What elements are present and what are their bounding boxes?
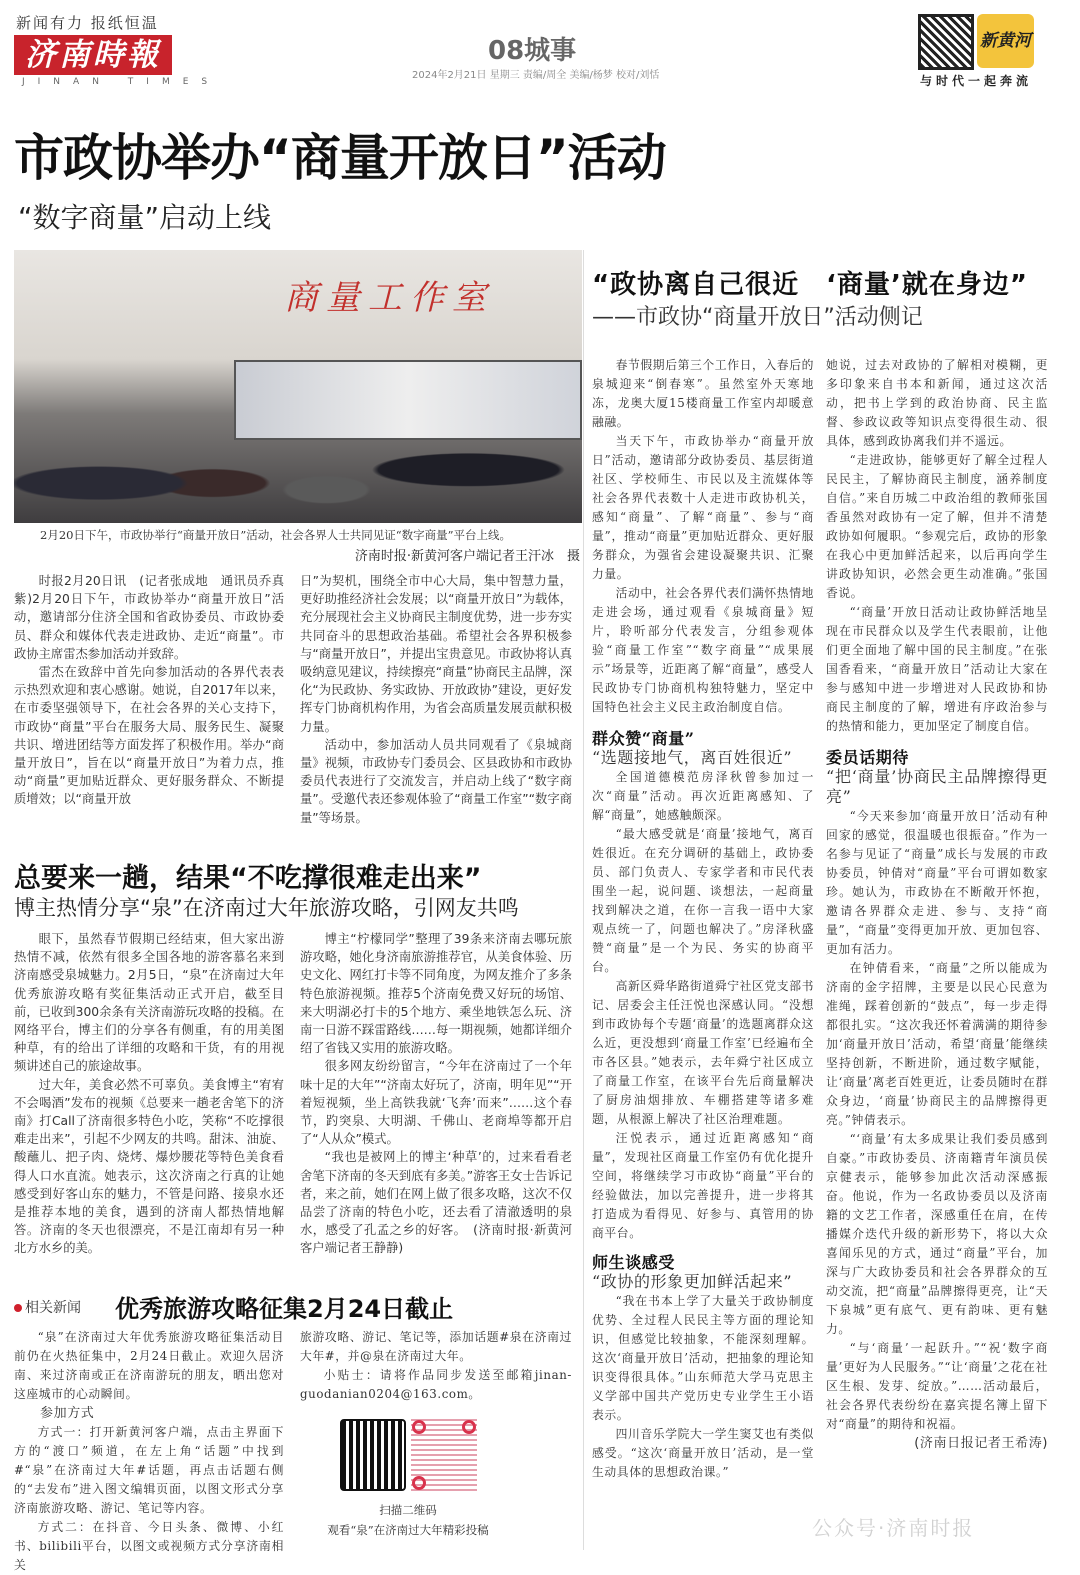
travel-story-col2	[300, 930, 572, 1258]
paragraph: 四川音乐学院大一学生窦艾也有类似感受。“这次‘商量开放日’活动，是一堂生动具体的思想政治课。”	[592, 1427, 814, 1479]
side-col1	[592, 356, 814, 1482]
qr-finder-icon	[462, 1420, 476, 1434]
related-headline: 优秀旅游攻略征集2月24日截止	[115, 1295, 454, 1323]
bullet-dot-icon	[14, 1304, 22, 1312]
partner-logo: 新黄河	[977, 14, 1034, 68]
paragraph: “走进政协，能够更好了解全过程人民民主，了解协商民主制度，涵养制度自信。”来自历城二中政治组的教师张国香虽然对政协有一定了解，但并不清楚政协如何履职。“参观完后，政协的形象在我心中更加鲜活起来，以后再向学生讲政协知识，必然会更生动准确。”张国香说。	[826, 453, 1048, 600]
main-story-col1	[14, 572, 284, 809]
news-photo	[14, 250, 582, 523]
main-subhead: “数字商量”启动上线	[18, 201, 272, 234]
paragraph: 汪悦表示，通过近距离感知“商量”，发现社区商量工作室仍有优化提升空间，将继续学习市政协“商量”平台的经验做法，加以完善提升，进一步将其打造成为看得见、好参与、真管用的协商平台。	[592, 1131, 814, 1240]
qr-caption-line1: 扫描二维码	[379, 1503, 437, 1517]
partner-slogan: 与时代一起奔流	[920, 74, 1033, 88]
paragraph: 她说，过去对政协的了解相对模糊，更多印象来自书本和新闻，通过这次活动，把书上学到的政治协商、民主监督、参政议政等知识点变得很生动、很具体，感到政协离我们并不遥远。	[826, 358, 1048, 448]
travel-story-col1	[14, 930, 284, 1258]
photo-wall-text: 商量工作室	[284, 278, 494, 318]
photo-people	[14, 390, 582, 523]
section-heading: 群众赞“商量”	[592, 729, 695, 748]
watermark: 公众号·济南时报	[812, 1516, 975, 1540]
section-subheading: “选题接地气，离百姓很近”	[592, 748, 793, 767]
travel-headline: 总要来一趟，结果“不吃撑很难走出来”	[14, 863, 482, 894]
section-subheading: “政协的形象更加鲜活起来”	[592, 1272, 793, 1291]
side-title: “政协离自己很近 ‘商量’就在身边”	[592, 270, 1028, 300]
paragraph: 日”为契机，围绕全市中心大局，集中智慧力量，更好助推经济社会发展；以“商量开放日”为载体，充分展现社会主义协商民主制度优势，进一步夯实共同奋斗的思想政治基础。希望社会各界积极参与“商量开放日”，并提出宝贵意见。市政协将认真吸纳意见建议，持续擦亮“商量”协商民主品牌，深化“为民政协、务实政协、开放政协”建设，更好发挥专门协商机构作用，为省会高质量发展贡献积极力量。	[300, 574, 572, 734]
paragraph: “我也是被网上的博主‘种草’的，过来看看老舍笔下济南的冬天到底有多美。”游客王女士告诉记者，来之前，她们在网上做了很多攻略，这次不仅品尝了济南的特色小吃，还去看了清澈透明的泉水，感受了孔孟之乡的好客。 (济南时报·新黄河客户端记者王静静)	[300, 1150, 572, 1256]
qr-finder-icon	[412, 1476, 426, 1490]
tip-paragraph: 小贴士：请将作品同步发送至邮箱jinan-guodanian0204@163.com。	[300, 1368, 572, 1401]
paragraph: 高新区舜华路街道舜宁社区党支部书记、居委会主任汪悦也深感认同。“没想到市政协每个专题‘商量’的选题离群众这么近，更没想到‘商量工作室’已经遍布全市各区县。”她表示，去年舜宁社区成立了商量工作室，在该平台先后商量解决了厨房油烟排放、车棚搭建等诸多难题，从根源上解决了社区治理难题。	[592, 979, 814, 1126]
masthead-slogan: 新闻有力 报纸恒温	[16, 14, 159, 32]
dateline: 2024年2月21日 星期三 责编/周全 美编/杨梦 校对/刘恬	[412, 70, 660, 81]
paragraph: 方式一：打开新黄河客户端，点击主界面下方的“渡口”频道，在左上角“话题”中找到#“泉”在济南过大年#话题，再点击话题右侧的“去发布”进入图文编辑页面，以图文形式分享济南旅游攻略、游记、笔记等内容。	[14, 1425, 284, 1515]
main-story-col2	[300, 572, 572, 827]
paragraph: 方式二：在抖音、今日头条、微博、小红书、bilibili平台，以图文或视频方式分享济南相关	[14, 1520, 284, 1572]
main-headline: 市政协举办“商量开放日”活动	[14, 129, 666, 187]
paragraph: “‘商量’有太多成果让我们委员感到自豪。”市政协委员、济南籍青年演员侯京健表示，能够参加此次活动深感振奋。他说，作为一名政协委员以及济南籍的文艺工作者，深感重任在肩，在传播媒介迭代升级的新形势下，将以大众喜闻乐见的方式，通过“商量”平台，加深与广大政协委员和社会各界群众的互动交流，把“商量”品牌擦得更亮，让“天下泉城”更有底气、更有韵味、更有魅力。	[826, 1132, 1048, 1336]
related-news-tag	[14, 1297, 81, 1317]
page-label: 08城事	[488, 36, 577, 66]
travel-subhead: 博主热情分享“泉”在济南过大年旅游攻略，引网友共鸣	[14, 896, 519, 920]
side-subtitle: ——市政协“商量开放日”活动侧记	[592, 305, 923, 330]
paragraph: 雷杰在致辞中首先向参加活动的各界代表表示热烈欢迎和衷心感谢。她说，自2017年以来，在市委坚强领导下，在社会各界的关心支持下，市政协“商量”平台在服务大局、服务民生、凝聚共识、增进团结等方面发挥了积极作用。举办“商量开放日”，旨在以“商量开放日”为着力点，推动“商量”更加贴近群众、更好服务群众、不断提质增效；以“商量开放	[14, 665, 284, 807]
paragraph: 在钟倩看来，“商量”之所以能成为济南的金字招牌，主要是以民心民意为准绳，踩着创新的“鼓点”，每一步走得都很扎实。“这次我还怀着满满的期待参加‘商量开放日’活动，希望‘商量’能继续坚持创新，不断进阶，通过数字赋能，让‘商量’离老百姓更近，让委员随时在群众身边，‘商量’协商民主的品牌擦得更亮。”钟倩表示。	[826, 961, 1048, 1127]
related-tag-label: 相关新闻	[25, 1300, 81, 1316]
qr-code-icon[interactable]	[340, 1419, 406, 1491]
qr-caption-line2: 观看“泉”在济南过大年精彩投稿	[327, 1523, 489, 1537]
paragraph: 时报2月20日讯 (记者张成地 通讯员乔真紫)2月20日下午，市政协举办“商量开放日”活动，邀请部分住济全国和省政协委员、市政协委员、群众和媒体代表走进政协、走近“商量”。市政协主席雷杰参加活动并致辞。	[14, 574, 284, 661]
newspaper-logo: 济南時報	[14, 35, 172, 75]
photo-caption: 2月20日下午，市政协举行“商量开放日”活动，社会各界人士共同见证“数字商量”平台上线。	[40, 528, 511, 542]
paragraph: 春节假期后第三个工作日，入春后的泉城迎来“倒春寒”。虽然室外天寒地冻，龙奥大厦15楼商量工作室内却暖意融融。	[592, 358, 814, 429]
paragraph: 旅游攻略、游记、笔记等，添加话题#泉在济南过大年#，并@泉在济南过大年。	[300, 1330, 572, 1363]
paragraph: 博主“柠檬同学”整理了39条来济南去哪玩旅游攻略，她化身济南旅游推荐官，从美食体验、历史文化、网红打卡等不同角度，为网友推介了多条特色旅游视频。推荐5个济南免费又好玩的场馆、来大明湖必打卡的5个地方、乘坐地铁怎么玩、济南一日游不踩雷路线……每一期视频，她都详细介绍了省钱又实用的旅游攻略。	[300, 932, 572, 1056]
qr-caption	[318, 1500, 498, 1540]
paragraph: 眼下，虽然春节假期已经结束，但大家出游热情不减，依然有很多全国各地的游客慕名来到济南感受泉城魅力。2月5日，“泉”在济南过大年优秀旅游攻略有奖征集活动正式开启，截至目前，已收到300余条有关济南游玩攻略的投稿。在网络平台，博主们的分享各有侧重，有的用美图种草，有的给出了详细的攻略和干货，有的用视频讲述自己的旅途故事。	[14, 932, 284, 1074]
byline: (济南日报记者王希涛)	[914, 1436, 1048, 1451]
side-col2	[826, 356, 1048, 1453]
column-divider	[583, 250, 584, 1550]
section-heading: 委员话期待	[826, 748, 910, 767]
paragraph: “泉”在济南过大年优秀旅游攻略征集活动目前仍在火热征集中，2月24日截止。欢迎久居济南、来过济南或正在济南游玩的朋友，晒出您对这座城市的心动瞬间。	[14, 1330, 284, 1401]
paragraph: “我在书本上学了大量关于政协制度优势、全过程人民民主等方面的理论知识，但感觉比较抽象，不能深刻理解。这次‘商量开放日’活动，把抽象的理论知识变得很具体。”山东师范大学马克思主义学部中国共产党历史专业学生王小语表示。	[592, 1294, 814, 1422]
qr-finder-icon	[412, 1420, 426, 1434]
participation-heading: 参加方式	[40, 1406, 95, 1421]
paragraph: “与‘商量’一起跃升。”“祝‘数字商量’更好为人民服务。”“让‘商量’之花在社区生根、发芽、绽放。”……活动最后，社会各界代表纷纷在嘉宾提名簿上留下对“商量”的期待和祝福。	[826, 1341, 1048, 1431]
paragraph: 全国道德模范房泽秋曾参加过一次“商量”活动。再次近距离感知、了解“商量”，她感触颇深。	[592, 770, 814, 822]
paragraph: 当天下午，市政协举办“商量开放日”活动，邀请部分政协委员、基层街道社区、学校师生、市民以及主流媒体等社会各界代表数十人走进市政协机关，感知“商量”、了解“商量”、参与“商量”，推动“商量”更加贴近群众、更好服务群众，为强省会建设凝聚共识、汇聚力量。	[592, 434, 814, 581]
section-subheading: “把‘商量’协商民主品牌擦得更亮”	[826, 767, 1048, 806]
qr-code-icon[interactable]	[411, 1419, 477, 1491]
paragraph: 活动中，参加活动人员共同观看了《泉城商量》视频，市政协专门委员会、区县政协和市政协委员代表进行了交流发言，并启动上线了“数字商量”。受邀代表还参观体验了“商量工作室”“数字商量”等场景。	[300, 737, 572, 825]
paragraph: “今天来参加‘商量开放日’活动有种回家的感觉，很温暖也很振奋。”作为一名参与见证了“商量”成长与发展的市政协委员，钟倩对“商量”平台可谓如数家珍。她认为，市政协在不断敞开怀抱，邀请各界群众走进、参与、支持“商量”，“商量”变得更加开放、更加包容、更加有活力。	[826, 809, 1048, 956]
related-col1	[14, 1328, 284, 1575]
related-col2	[300, 1328, 572, 1404]
qr-code-icon[interactable]	[918, 14, 974, 70]
photo-credit: 济南时报·新黄河客户端记者王汗冰 摄	[354, 549, 580, 564]
paragraph: 过大年，美食必然不可辜负。美食博主“宥宥不会喝酒”发布的视频《总要来一趟老舍笔下的济南》打Call了济南很多特色小吃，笑称“不吃撑很难走出来”，引起不少网友的共鸣。甜沫、油旋、酸蘸儿、把子肉、烧烤、爆炒腰花等特色美食看得人口水直流。她表示，这次济南之行真的让她感受到好客山东的魅力，不管是问路、接泉水还是推荐本地的美食，遇到的济南人都热情地解答。济南的冬天也很漂亮，不是江南却有另一种北方水乡的美。	[14, 1077, 284, 1256]
paragraph: “‘商量’开放日活动让政协鲜活地呈现在市民群众以及学生代表眼前，让他们更全面地了解中国的民主制度。”在张国香看来，“商量开放日”活动让大家在参与感知中进一步增进对人民政协和协商民主制度的了解，增进有序政治参与的热情和能力，更加坚定了制度自信。	[826, 605, 1048, 733]
paragraph: “最大感受就是‘商量’接地气，离百姓很近。在充分调研的基础上，政协委员、部门负责人、专家学者和市民代表围坐一起，说问题、谈想法，一起商量找到解决之道，在你一言我一语中大家观点统一了，问题也解决了。”房泽秋盛赞“商量”是一个为民、务实的协商平台。	[592, 827, 814, 974]
paragraph: 活动中，社会各界代表们满怀热情地走进会场，通过观看《泉城商量》短片，聆听部分代表发言，分组参观体验“商量工作室”“数字商量”“成果展示”场景等，近距离了解“商量”，感受人民政协专门协商机构独特魅力，坚定中国特色社会主义民主政治制度自信。	[592, 586, 814, 714]
newspaper-logo-en: JINAN TIMES	[22, 77, 221, 87]
section-heading: 师生谈感受	[592, 1253, 676, 1272]
paragraph: 很多网友纷纷留言，“今年在济南过了一个年味十足的大年”“济南太好玩了，济南，明年见”“开着短视频，坐上高铁我就‘飞奔’而来”……这个春节，趵突泉、大明湖、千佛山、老商埠等都开启了“人从众”模式。	[300, 1059, 572, 1147]
